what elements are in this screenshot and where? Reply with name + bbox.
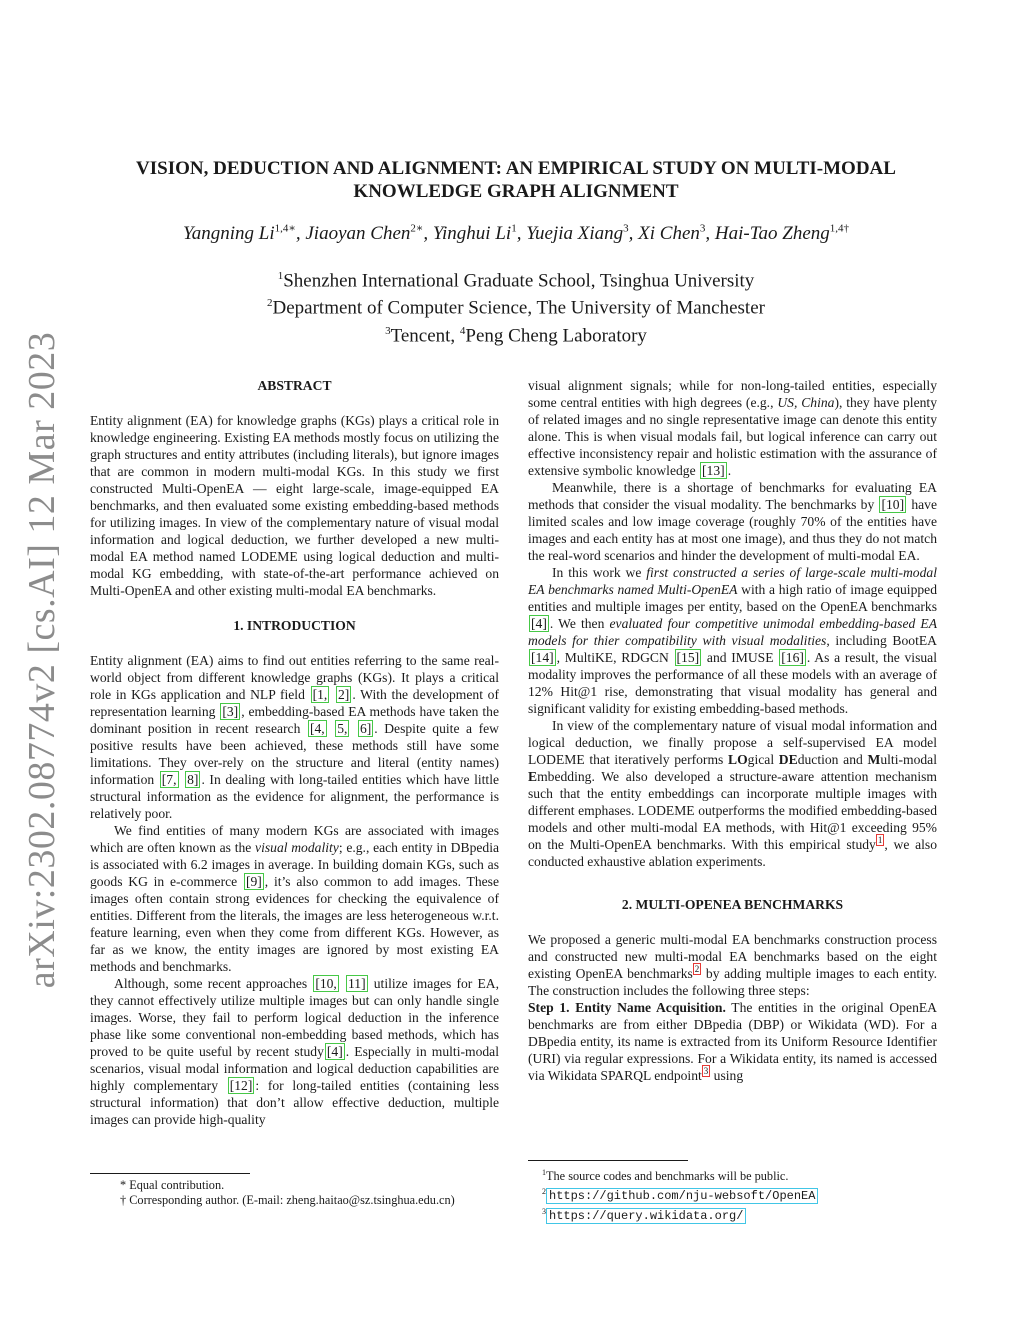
intro-paragraph-4: visual alignment signals; while for non-long-tailed entities, especially some central entities with high degrees (e.g., US, China), they have plenty of related images and no single representative image can denote this entity alone. This is when visual modals fail, but logical inference can carry out effective inconsistency repair and holistic estimation with the assurance of extensive symbolic knowledge [13] . xyxy=(528,378,937,478)
benchmarks-heading: 2. MULTI-OPENEA BENCHMARKS xyxy=(621,897,844,912)
paper-title: VISION, DEDUCTION AND ALIGNMENT: AN EMPIRICAL STUDY ON MULTI-MODAL KNOWLEDGE GRAPH ALIGNMENT xyxy=(136,158,896,202)
intro-paragraph-5: Meanwhile, there is a shortage of benchmarks for evaluating EA methods that consider the visual modality. The benchmarks by [10] have limited scales and low image coverage (roughly 70% of the entities have images and each entity has at most one image), and thus they do not match the real-word scenarios and hinder the development of multi-modal EA. xyxy=(528,480,937,563)
intro-paragraph-7: In view of the complementary nature of visual modal information and logical deduction, we finally propose a self-supervised EA model LODEME that iteratively performs LOgical DEduction and Multi-modal Embedding. We also developed a structure-aware attention mechanism such that the entity embeddings can incorporate multiple images with different emphases. LODEME outperforms the modified embedding-based models and other multi-modal EA methods, with Hit@1 exceeding 95% on the Multi-OpenEA benchmarks. With this empirical study $^1$ , we also conducted exhaustive ablation experiments. xyxy=(528,718,937,869)
author: Yinghui Li$^1$, xyxy=(432,223,527,245)
left-column xyxy=(90,377,499,1128)
author: Xi Chen$^3$, xyxy=(638,223,715,245)
footnote-link[interactable]: 1 xyxy=(877,835,883,846)
citation-link[interactable]: [7, xyxy=(161,772,177,787)
openea-url-link[interactable]: https://github.com/nju-websoft/OpenEA xyxy=(546,1188,818,1204)
author: Hai-Tao Zheng$^{1,4\dagger}$ xyxy=(714,223,850,245)
citation-link[interactable]: [16] xyxy=(781,650,804,665)
citation-link[interactable]: 6] xyxy=(359,721,372,736)
footnote-link[interactable]: 3 xyxy=(703,1066,709,1077)
citation-link[interactable]: [9] xyxy=(245,874,262,889)
footnote-3: $^3$ https://query.wikidata.org/ xyxy=(528,1204,937,1224)
citation-link[interactable]: [13] xyxy=(702,463,725,478)
affiliation-3-4: $^3$Tencent, $^4$Peng Cheng Laboratory xyxy=(385,324,647,346)
left-footnotes xyxy=(90,1173,499,1208)
citation-link[interactable]: [15] xyxy=(676,650,700,665)
citation-link[interactable]: [10, xyxy=(315,976,337,991)
affiliations xyxy=(96,265,936,347)
citation-link[interactable]: 5, xyxy=(337,721,348,736)
introduction-heading: 1. INTRODUCTION xyxy=(233,618,356,633)
citation-link[interactable]: [10] xyxy=(881,497,905,512)
footnote-corresponding-author: † Corresponding author. (E-mail: zheng.haitao@sz.tsinghua.edu.cn) xyxy=(120,1193,455,1207)
affiliation-1: $^1$Shenzhen International Graduate School, Tsinghua University xyxy=(277,270,755,292)
benchmarks-paragraph-1: We proposed a generic multi-modal EA benchmarks construction process and constructed new multi-modal EA benchmarks based on the eight existing OpenEA benchmarks $^2$ by adding multiple images to each entity. The construction includes the following three steps: xyxy=(528,932,938,998)
footnote-link[interactable]: 2 xyxy=(694,964,700,975)
citation-link[interactable]: [4] xyxy=(531,616,547,631)
footnote-rule xyxy=(528,1160,688,1161)
intro-paragraph-2: We find entities of many modern KGs are associated with images which are often known as the visual modality; e.g., each entity in DBpedia is associated with 6.2 images in average. In building domain KGs, such as goods KG in e-commerce [9] , it’s also common to add images. These images often contain strong evidences for checking the equivalence of entities. Different from the literals, the images are less heterogeneous w.r.t. feature learning, even when they come from different KGs. However, as far as we know, the entity images are ignored by most existing EA methods and benchmarks. xyxy=(90,823,500,974)
footnote-1: $^1$The source codes and benchmarks will be public. xyxy=(542,1168,789,1184)
intro-paragraph-6: In this work we first constructed a series of large-scale multi-modal EA benchmarks named Multi-OpenEA with a high ratio of image equipped entities and multiple images per entity, based on the OpenEA benchmarks [4] . We then evaluated four competitive unimodal embedding-based EA models for thier compatibility with visual modalities, including BootEA [14] , MultiKE, RDGCN [15] and IMUSE [16] . As a result, the visual modality improves the performance of all these models with an average of 12% Hit@1 rise, demonstrating that visual modality has general and significant validity for existing embedding-based methods. xyxy=(528,565,938,716)
intro-paragraph-3: Although, some recent approaches [10, 11] utilize images for EA, they cannot effectively utilize multiple images but can only handle single images. Worse, they fail to perform logical deduction in the inference phase like some conventional non-embedding based methods, which has proved to be quite useful by recent study [4] . Especially in multi-modal scenarios, visual modal information and logical deduction capabilities are highly complementary [12] : for long-tailed entities (containing less structural information) that don’t allow effective deduction, multiple images can provide high-quality xyxy=(90,976,499,1127)
citation-link[interactable]: [4] xyxy=(326,1044,343,1059)
citation-link[interactable]: [14] xyxy=(531,650,554,665)
author: Yangning $Li^{1,4∗}$, xyxy=(182,223,306,245)
author: Jiaoyan Chen$^{2∗}$, xyxy=(305,223,433,245)
footnote-rule xyxy=(90,1173,250,1174)
citation-link[interactable]: [12] xyxy=(229,1078,253,1093)
author: Yuejia Xiang$^3$, xyxy=(526,223,639,245)
footnote-equal-contribution: * Equal contribution. xyxy=(120,1178,225,1192)
abstract-heading: ABSTRACT xyxy=(257,378,332,393)
intro-paragraph-1: Entity alignment (EA) aims to find out entities referring to the same real-world object from different knowledge graphs (KGs). It plays a critical role in KGs application and NLP field [1, 2] . With the development of representation learning [3] , embedding-based EA methods have taken the dominant position in recent research [4, 5, 6] . Despite quite a few positive results have been achieved, these methods still have some limitations. They over-rely on the structure and literal (entity names) information [7, 8] . In dealing with long-tailed entities which have little structural information as the evidence for alignment, the performance is relatively poor. xyxy=(90,653,499,821)
arxiv-identifier: arXiv:2302.08774v2 [cs.AI] 12 Mar 2023 xyxy=(21,331,63,989)
citation-link[interactable]: [4, xyxy=(309,721,325,736)
right-footnotes xyxy=(528,1154,937,1224)
benchmarks-paragraph-2: Step 1. Entity Name Acquisition. The entities in the original OpenEA benchmarks are from either DBpedia (DBP) or Wikidata (WD). For a DBpedia entity, its name is extracted from its Uniform Resource Identifier (URI) via regular expressions. For a Wikidata entity, its named is accessed via Wikidata SPARQL endpoint $^3$ using xyxy=(528,1000,937,1083)
abstract-text: Entity alignment (EA) for knowledge graphs (KGs) plays a critical role in knowledge engineering. Existing EA methods mostly focus on utilizing the graph structures and entity attributes (including literals), but ignore images that are common in modern multi-modal KGs. In this study we first constructed Multi-OpenEA — eight large-scale, image-equipped EA benchmarks, and then evaluated some existing embedding-based methods for utilizing images. In view of the complementary nature of visual modal information and logical deduction, we further developed a new multi-modal EA method named LODEME using logical deduction and multi-modal KG embedding, with state-of-the-art performance achieved on Multi-OpenEA and other existing multi-modal EA benchmarks. xyxy=(90,413,499,598)
citation-link[interactable]: [3] xyxy=(222,704,239,719)
affiliation-2: $^2$Department of Computer Science, The University of Manchester xyxy=(267,297,765,319)
citation-link[interactable]: 11] xyxy=(347,976,366,991)
citation-link[interactable]: [1, xyxy=(312,687,328,702)
citation-link[interactable]: 8] xyxy=(187,772,199,787)
wikidata-url-link[interactable]: https://query.wikidata.org/ xyxy=(546,1208,746,1224)
author-list xyxy=(96,222,936,245)
footnote-2: $^2$ https://github.com/nju-websoft/OpenEA xyxy=(528,1184,937,1204)
citation-link[interactable]: 2] xyxy=(337,687,350,702)
right-column xyxy=(528,377,937,1084)
